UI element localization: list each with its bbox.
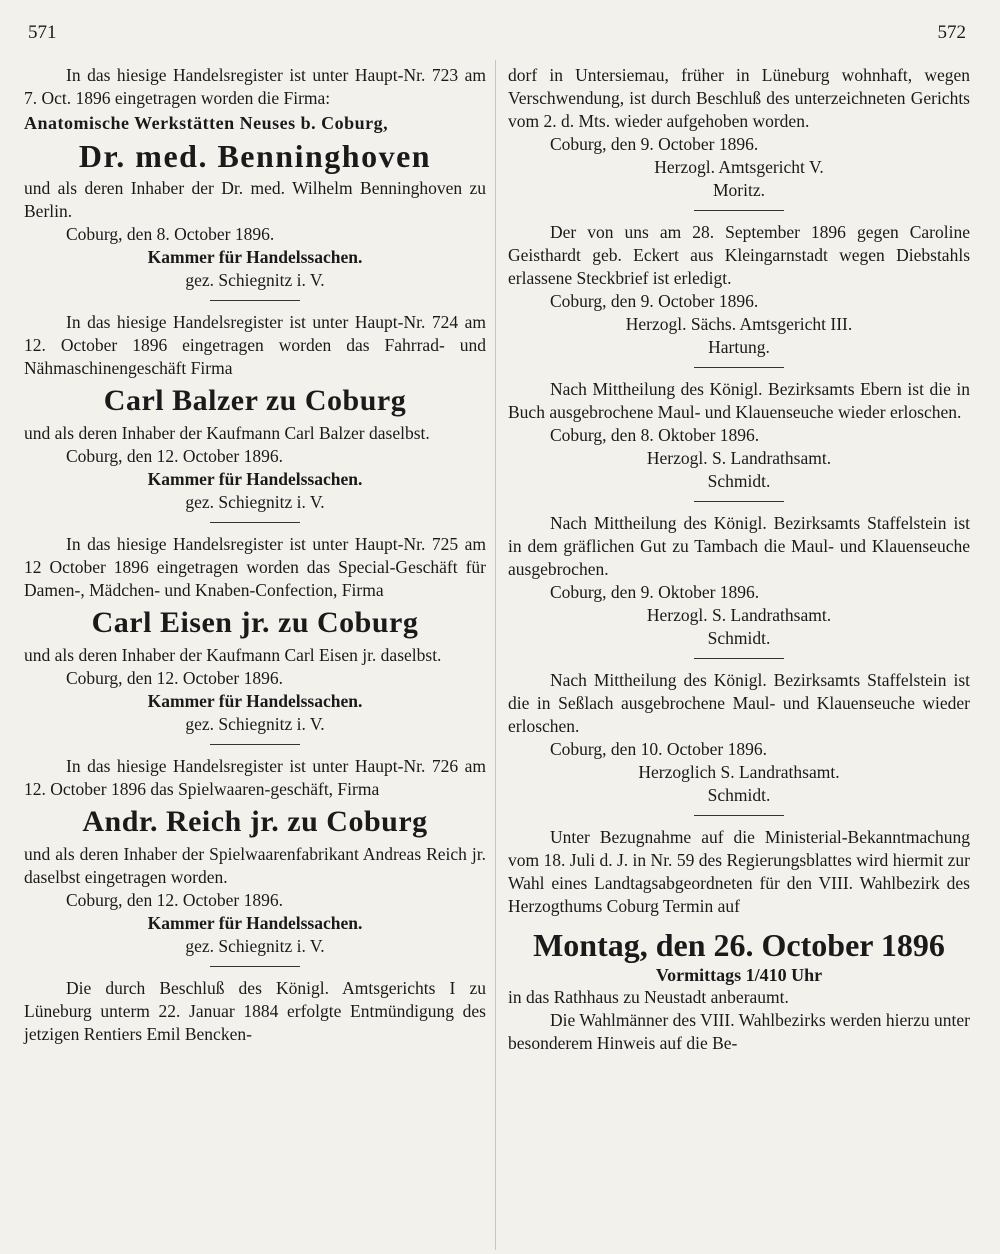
place-date: Coburg, den 9. October 1896. (550, 291, 759, 311)
firm-name: Carl Eisen jr. zu Coburg (91, 606, 419, 639)
notice-text: In das hiesige Handelsregister ist unter Haupt-Nr. 723 am 7. Oct. 1896 eingetragen worden die Firma: (24, 65, 486, 108)
signature: gez. Schiegnitz i. V. (185, 714, 325, 734)
left-column (24, 64, 486, 1048)
notice-text: In das hiesige Handelsregister ist unter Haupt-Nr. 726 am 12. October 1896 das Spielwaaren-geschäft, Firma (24, 756, 486, 799)
signature: gez. Schiegnitz i. V. (185, 492, 325, 512)
separator-rule (694, 210, 784, 211)
notice-text: In das hiesige Handelsregister ist unter Haupt-Nr. 724 am 12. October 1896 eingetragen worden das Fahrrad- und Nähmaschinengeschäft Firma (24, 312, 486, 378)
notice-steckbrief (508, 221, 970, 359)
notice-723 (24, 64, 486, 292)
notice-text: Nach Mittheilung des Königl. Bezirksamts Staffelstein ist in dem gräflichen Gut zu Tambach die Maul- und Klauenseuche ausgebrochen. (508, 513, 970, 579)
authority: Kammer für Handelssachen. (147, 247, 363, 267)
separator-rule (210, 966, 300, 967)
firm-line: Anatomische Werkstätten Neuses b. Coburg, (24, 113, 389, 133)
notice-725 (24, 533, 486, 736)
owner-text: und als deren Inhaber der Spielwaarenfabrikant Andreas Reich jr. daselbst eingetragen worden. (24, 844, 486, 887)
authority: Herzogl. Sächs. Amtsgericht III. (625, 314, 853, 334)
separator-rule (694, 367, 784, 368)
place-date: Coburg, den 12. October 1896. (66, 890, 283, 910)
notice-seuche-tambach (508, 512, 970, 650)
place-date: Coburg, den 9. October 1896. (550, 134, 759, 154)
page-number-left: 571 (28, 22, 57, 43)
notice-text: In das hiesige Handelsregister ist unter Haupt-Nr. 725 am 12 October 1896 eingetragen worden das Special-Geschäft für Damen-, Mädchen- und Knaben-Confection, Firma (24, 534, 486, 600)
election-date-headline: Montag, den 26. October 1896 (533, 927, 945, 963)
place-date: Coburg, den 10. October 1896. (550, 739, 767, 759)
signature: Schmidt. (707, 785, 771, 805)
notice-entmuendigung (24, 977, 486, 1046)
notice-text: Nach Mittheilung des Königl. Bezirksamts Staffelstein ist die in Seßlach ausgebrochene Maul- und Klauenseuche wieder erloschen. (508, 670, 970, 736)
page-number-right: 572 (937, 22, 966, 43)
firm-name: Dr. med. Benninghoven (78, 138, 432, 174)
notice-text: Die durch Beschluß des Königl. Amtsgerichts I zu Lüneburg unterm 22. Januar 1884 erfolgte Entmündigung des jetzigen Rentiers Emil Bencken- (24, 978, 486, 1044)
signature: gez. Schiegnitz i. V. (185, 936, 325, 956)
right-column (508, 64, 970, 1057)
notice-text: Nach Mittheilung des Königl. Bezirksamts Ebern ist die in Buch ausgebrochene Maul- und Klauenseuche wieder erloschen. (508, 379, 970, 422)
election-time: Vormittags 1/410 Uhr (655, 965, 823, 985)
separator-rule (210, 522, 300, 523)
place-date: Coburg, den 9. Oktober 1896. (550, 582, 760, 602)
notice-text: Der von uns am 28. September 1896 gegen Caroline Geisthardt geb. Eckert aus Kleingarnstadt wegen Diebstahls erlassene Steckbrief ist erledigt. (508, 222, 970, 288)
notice-seuche-ebern (508, 378, 970, 493)
column-divider (495, 60, 496, 1250)
notice-text: Unter Bezugnahme auf die Ministerial-Bekanntmachung vom 18. Juli d. J. in Nr. 59 des Regierungsblattes wird hiermit zur Wahl eines Landtagsabgeordneten für den VIII. Wahlbezirk des Herzogthums Coburg Termin auf (508, 827, 970, 916)
separator-rule (694, 501, 784, 502)
place-date: Coburg, den 8. October 1896. (66, 224, 275, 244)
signature: Schmidt. (707, 628, 771, 648)
authority: Herzogl. S. Landrathsamt. (646, 448, 832, 468)
owner-text: und als deren Inhaber der Dr. med. Wilhelm Benninghoven zu Berlin. (24, 178, 486, 221)
signature: gez. Schiegnitz i. V. (185, 270, 325, 290)
signature: Moritz. (712, 180, 765, 200)
owner-text: und als deren Inhaber der Kaufmann Carl Balzer daselbst. (24, 423, 430, 443)
authority: Herzogl. S. Landrathsamt. (646, 605, 832, 625)
authority: Herzoglich S. Landrathsamt. (638, 762, 840, 782)
notice-text-continued: Die Wahlmänner des VIII. Wahlbezirks werden hierzu unter besonderem Hinweis auf die Be- (508, 1010, 970, 1053)
election-venue: in das Rathhaus zu Neustadt anberaumt. (508, 987, 789, 1007)
authority: Kammer für Handelssachen. (147, 913, 363, 933)
place-date: Coburg, den 12. October 1896. (66, 446, 283, 466)
notice-726 (24, 755, 486, 958)
firm-name: Andr. Reich jr. zu Coburg (82, 805, 428, 838)
place-date: Coburg, den 8. Oktober 1896. (550, 425, 760, 445)
authority: Herzogl. Amtsgericht V. (654, 157, 824, 177)
authority: Kammer für Handelssachen. (147, 469, 363, 489)
owner-text: und als deren Inhaber der Kaufmann Carl Eisen jr. daselbst. (24, 645, 442, 665)
signature: Schmidt. (707, 471, 771, 491)
separator-rule (694, 658, 784, 659)
separator-rule (210, 744, 300, 745)
notice-wahl (508, 826, 970, 1055)
signature: Hartung. (708, 337, 770, 357)
separator-rule (210, 300, 300, 301)
notice-724 (24, 311, 486, 514)
firm-name: Carl Balzer zu Coburg (103, 384, 407, 417)
notice-seuche-sesslach (508, 669, 970, 807)
notice-text: dorf in Untersiemau, früher in Lüneburg wohnhaft, wegen Verschwendung, ist durch Beschluß des unterzeichneten Gerichts vom 2. d. Mts. wieder aufgehoben worden. (508, 65, 970, 131)
place-date: Coburg, den 12. October 1896. (66, 668, 283, 688)
notice-entmuendigung-cont (508, 64, 970, 202)
authority: Kammer für Handelssachen. (147, 691, 363, 711)
separator-rule (694, 815, 784, 816)
